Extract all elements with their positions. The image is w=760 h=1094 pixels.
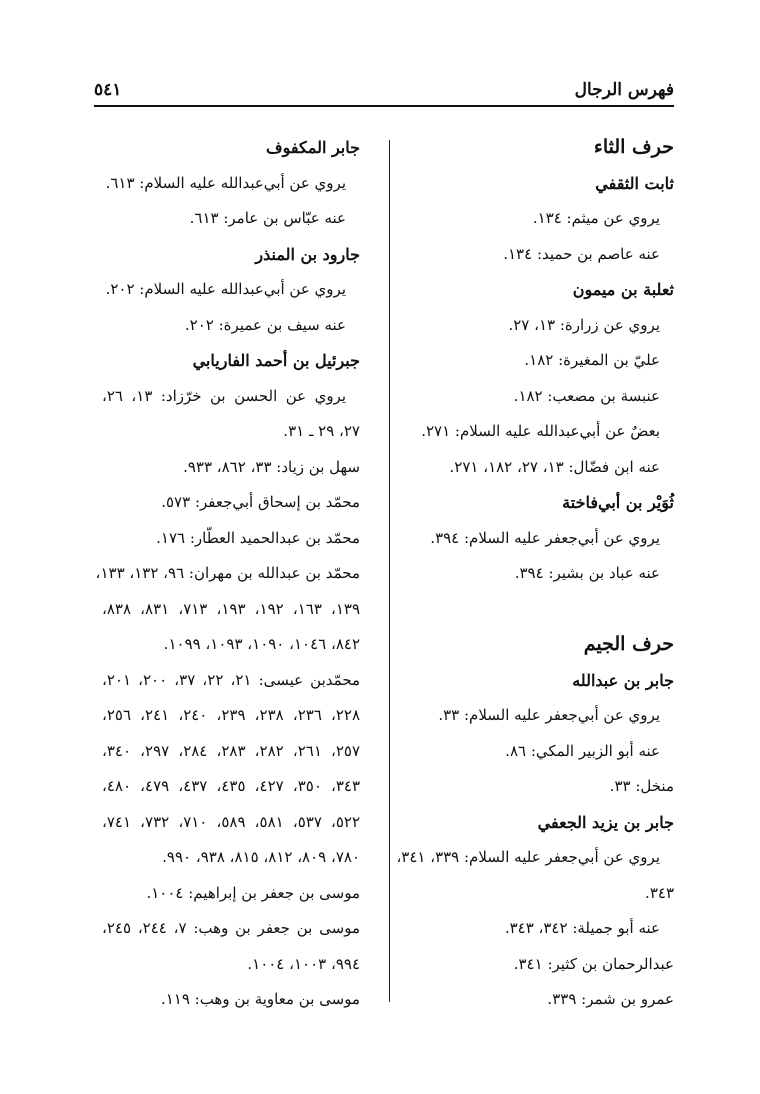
- person-name: ثابت الثقفي: [595, 173, 674, 193]
- page-number: ٥٤١: [94, 80, 122, 100]
- person-name: ثعلبة بن ميمون: [572, 280, 674, 299]
- index-entry: عنه عباد بن بشير: ٣٩٤.: [514, 564, 660, 582]
- person-name: جابر بن يزيد الجعفي: [537, 812, 674, 832]
- section-heading: حرف الجيم: [583, 633, 674, 655]
- section-spacer: [394, 592, 674, 628]
- index-column-right: [394, 130, 674, 1018]
- index-entry: بعضٌ عن أبي‌عبدالله عليه السلام: ٢٧١.: [421, 422, 660, 440]
- index-entry: ٨٤٢، ١٠٤٦، ١٠٩٠، ١٠٩٣، ١٠٩٩.: [163, 635, 360, 653]
- index-entry: ٢٧، ٢٩ ـ ٣١.: [283, 422, 360, 440]
- index-entry: محمّد بن عبدالله بن مهران: ٩٦، ١٣٢، ١٣٣،: [95, 564, 360, 582]
- index-entry: محمّدبن عيسى: ٢١، ٢٢، ٣٧، ٢٠٠، ٢٠١،: [102, 670, 361, 689]
- index-entry: يروي عن أبي‌عبدالله عليه السلام: ٦١٣.: [105, 173, 346, 192]
- index-entry: ٧٨٠، ٨٠٩، ٨١٢، ٨١٥، ٩٣٨، ٩٩٠.: [162, 848, 360, 866]
- index-entry: عبدالرحمان بن كثير: ٣٤١.: [513, 954, 674, 973]
- index-column-left: [95, 130, 361, 1018]
- index-entry: ١٣٩، ١٦٣، ١٩٢، ١٩٣، ٧١٣، ٨٣١، ٨٣٨،: [102, 599, 361, 618]
- index-entry: يروي عن أبي‌جعفر عليه السلام: ٣٣٩، ٣٤١،: [396, 848, 660, 866]
- index-entry: عنبسة بن مصعب: ١٨٢.: [513, 386, 660, 405]
- index-entry: ٩٩٤، ١٠٠٣، ١٠٠٤.: [247, 954, 360, 973]
- index-entry: سهل بن زياد: ٣٣، ٨٦٢، ٩٣٣.: [183, 457, 360, 476]
- person-name: جابر المكفوف: [266, 138, 360, 157]
- index-entry: يروي عن ميثم: ١٣٤.: [532, 209, 660, 227]
- index-entry: عنه عاصم بن حميد: ١٣٤.: [503, 244, 660, 263]
- index-entry: عنه أبو جميلة: ٣٤٢، ٣٤٣.: [504, 919, 660, 937]
- index-entry: موسى بن جعفر بن إبراهيم: ١٠٠٤.: [146, 883, 360, 902]
- section-heading: حرف الثاء: [593, 136, 674, 158]
- index-entry: ٥٢٢، ٥٣٧، ٥٨١، ٥٨٩، ٧١٠، ٧٣٢، ٧٤١،: [102, 812, 361, 831]
- index-entry: عليّ بن المغيرة: ١٨٢.: [524, 351, 660, 369]
- index-entry: يروي عن أبي‌جعفر عليه السلام: ٣٩٤.: [430, 528, 660, 547]
- page-title: فهرس الرجال: [574, 80, 674, 100]
- index-entry: محمّد بن عبدالحميد العطّار: ١٧٦.: [156, 528, 360, 547]
- index-entry: محمّد بن إسحاق أبي‌جعفر: ٥٧٣.: [161, 493, 360, 511]
- index-entry: يروي عن زرارة: ١٣، ٢٧.: [508, 315, 660, 334]
- index-entry: ٣٤٣، ٣٥٠، ٤٢٧، ٤٣٥، ٤٣٧، ٤٧٩، ٤٨٠،: [102, 777, 361, 795]
- person-name: جبرئيل بن أحمد الفاريابي: [192, 351, 360, 370]
- index-entry: عنه ابن فضّال: ١٣، ٢٧، ١٨٢، ٢٧١.: [449, 457, 660, 476]
- index-entry: يروي عن أبي‌عبدالله عليه السلام: ٢٠٢.: [105, 280, 346, 298]
- index-entry: ٢٢٨، ٢٣٦، ٢٣٨، ٢٣٩، ٢٤٠، ٢٤١، ٢٥٦،: [102, 706, 361, 724]
- index-entry: موسى بن معاوية بن وهب: ١١٩.: [160, 990, 360, 1008]
- index-entry: ٣٤٣.: [645, 883, 674, 902]
- index-entry: عنه عبّاس بن عامر: ٦١٣.: [189, 209, 346, 227]
- header-rule: [94, 105, 674, 107]
- index-entry: يروي عن أبي‌جعفر عليه السلام: ٣٣.: [438, 706, 660, 724]
- index-entry: منخل: ٣٣.: [609, 777, 674, 795]
- index-entry: يروي عن الحسن بن خرّزاد: ١٣، ٢٦،: [102, 386, 347, 405]
- index-entry: ٢٥٧، ٢٦١، ٢٨٢، ٢٨٣، ٢٨٤، ٢٩٧، ٣٤٠،: [102, 741, 361, 760]
- index-entry: موسى بن جعفر بن وهب: ٧، ٢٤٤، ٢٤٥،: [102, 919, 360, 937]
- index-entry: عنه سيف بن عميرة: ٢٠٢.: [184, 315, 346, 334]
- page-header: [94, 76, 674, 106]
- index-entry: عنه أبو الزبير المكي: ٨٦.: [505, 741, 660, 760]
- index-entry: عمرو بن شمر: ٣٣٩.: [547, 990, 674, 1008]
- person-name: جابر بن عبدالله: [572, 670, 674, 690]
- column-divider: [389, 140, 390, 1002]
- person-name: ثُوَيْر بن أبي‌فاختة: [562, 493, 674, 512]
- person-name: جارود بن المنذر: [255, 244, 360, 264]
